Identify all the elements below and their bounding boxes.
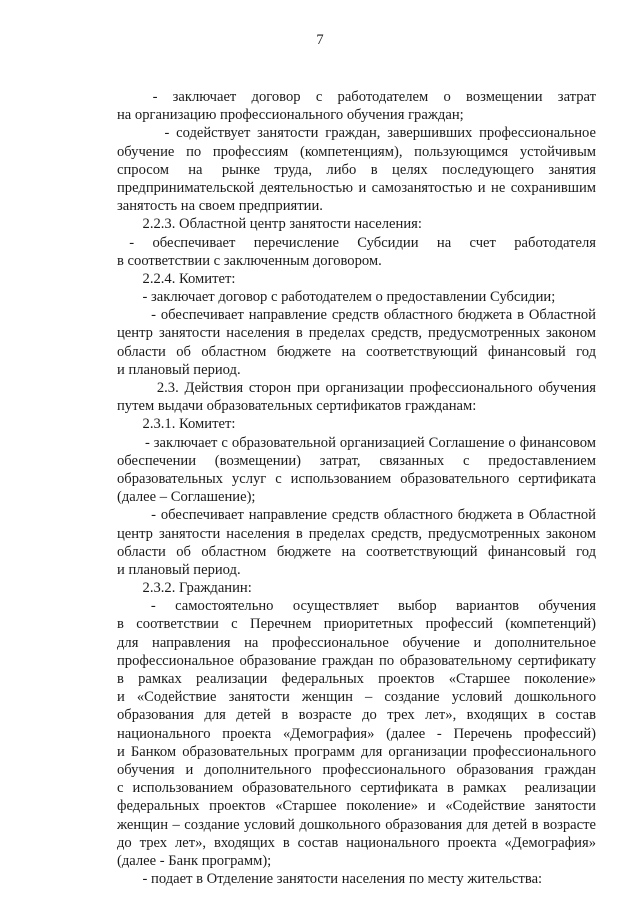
text-line: обеспечении (возмещении) затрат, связанных с предоставлением (117, 452, 596, 469)
text-line: (далее - Банк программ); (117, 852, 272, 869)
text-line: федеральных проектов «Старшее поколение» и «Содействие занятости (117, 798, 596, 815)
text-line: - самостоятельно осуществляет выбор вариантов обучения (117, 598, 596, 615)
text-line: области об областном бюджете на соответствующий финансовый год (117, 343, 596, 360)
text-line: области об областном бюджете на соответствующий финансовый год (117, 543, 596, 560)
text-line: профессиональное образование граждан по образовательному сертификату (117, 652, 596, 669)
text-line: национального проекта «Демография» (далее - Перечень профессий) (117, 725, 596, 742)
text-line: женщин – создание условий дошкольного образования для детей в возрасте (117, 816, 596, 833)
text-line: в соответствии с заключенным договором. (117, 252, 382, 269)
text-line: и «Содействие занятости женщин – создание условий дошкольного (117, 689, 596, 706)
text-line: центр занятости населения в пределах средств, предусмотренных законом (117, 325, 596, 342)
text-line: до трех лет», входящих в состав национального проекта «Демография» (117, 834, 596, 851)
text-line: образовательных услуг с использованием образовательного сертификата (117, 470, 596, 487)
text-line: и плановый период. (117, 361, 241, 378)
text-line: на организацию профессионального обучения граждан; (117, 107, 464, 124)
text-line: обучение по профессиям (компетенциям), пользующимся устойчивым (117, 143, 596, 160)
text-line: 2.2.3. Областной центр занятости населения: (117, 216, 422, 233)
text-line: и плановый период. (117, 561, 241, 578)
text-line: путем выдачи образовательных сертификатов гражданам: (117, 398, 477, 415)
text-line: - обеспечивает направление средств областного бюджета в Областной (117, 307, 596, 324)
text-line: - подает в Отделение занятости населения по месту жительства: (117, 871, 543, 888)
text-line: в рамках реализации федеральных проектов «Старшее поколение» (117, 671, 596, 687)
text-line: - содействует занятости граждан, завершивших профессиональное (117, 125, 596, 142)
text-line: спросом на рынке труда, либо в целях последующего занятия (117, 161, 596, 178)
text-line: предпринимательской деятельностью и самозанятостью и не сохранившим (117, 179, 596, 196)
text-line: 2.3. Действия сторон при организации профессионального обучения (117, 380, 596, 396)
text-line: обучения и дополнительного профессионального образования граждан (117, 761, 596, 778)
text-line: 2.3.2. Гражданин: (117, 580, 252, 597)
text-line: - заключает договор с работодателем о возмещении затрат (117, 89, 596, 105)
page-number: 7 (316, 32, 324, 48)
text-line: 2.2.4. Комитет: (117, 270, 236, 287)
text-line: для направления на профессиональное обучение и дополнительное (117, 634, 596, 651)
document-body (117, 88, 596, 888)
text-line: с использованием образовательного сертификата в рамках реализации (117, 780, 596, 797)
text-line: образования для детей в возрасте до трех лет», входящих в состав (117, 707, 596, 724)
text-line: - заключает договор с работодателем о предоставлении Субсидии; (117, 289, 556, 306)
text-line: в соответствии с Перечнем приоритетных профессий (компетенций) (117, 616, 596, 633)
text-line: и Банком образовательных программ для организации профессионального (117, 743, 596, 760)
text-line: - заключает с образовательной организацией Соглашение о финансовом (117, 434, 596, 451)
text-line: - обеспечивает перечисление Субсидии на счет работодателя (117, 234, 596, 251)
text-line: занятость на своем предприятии. (117, 198, 323, 215)
text-line: - обеспечивает направление средств областного бюджета в Областной (117, 507, 596, 524)
text-line: центр занятости населения в пределах средств, предусмотренных законом (117, 525, 596, 542)
text-line: 2.3.1. Комитет: (117, 416, 236, 433)
text-line: (далее – Соглашение); (117, 489, 256, 506)
